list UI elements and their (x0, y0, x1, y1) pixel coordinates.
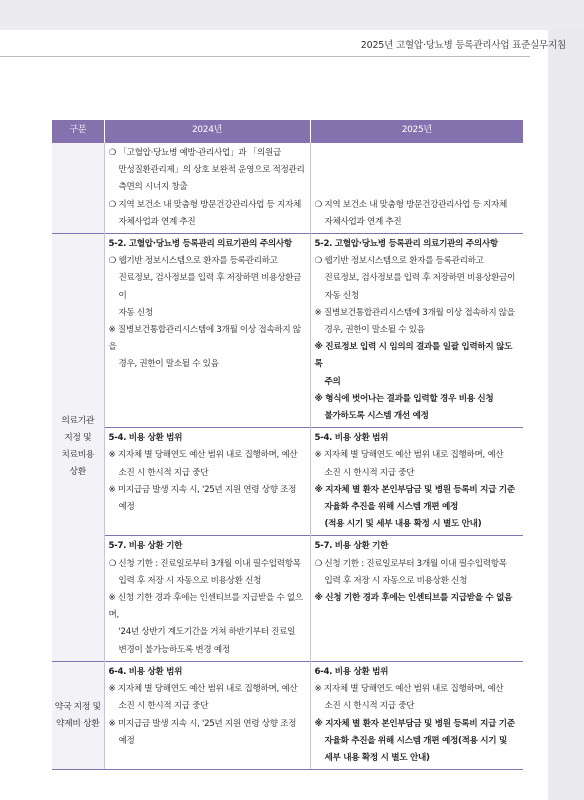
text-line-bold: ※ 신청 기한 경과 후에는 인센티브를 지급받을 수 없음 (314, 593, 513, 604)
text-line: 만성질환관리제」의 상호 보완적 운영으로 적정관리 (118, 165, 305, 176)
text-line: ❍ 웹기반 정보시스템으로 환자를 등록관리하고 (108, 256, 278, 267)
category-cell-pharmacy (52, 661, 104, 769)
cell-2024 (104, 234, 310, 428)
text-line: 소진 시 한시적 지급 중단 (118, 701, 209, 712)
section-heading: 6-4. 비용 상환 범위 (108, 666, 183, 677)
table-row (52, 143, 523, 234)
page-edge-shadow (548, 30, 584, 800)
header-2025: 2025년 (310, 120, 523, 143)
cell-2024 (104, 536, 310, 661)
category-line: 치료비용 (61, 450, 95, 461)
text-line-bold: 세부 내용 확정 시 별도 안내) (324, 752, 430, 763)
text-line: '24년 상반기 계도기간을 거쳐 하반기부터 진료일 (118, 627, 296, 638)
text-line: 예정 (118, 502, 135, 513)
text-line: ❍ 지역 보건소 내 맞춤형 방문건강관리사업 등 지자체 (314, 199, 507, 210)
text-line-bold: 자율화 추진을 위해 시스템 개편 예정 (324, 502, 458, 513)
cell-2025 (310, 234, 523, 428)
category-line: 상환 (69, 467, 86, 478)
category-cell-clinic (52, 234, 104, 662)
text-line: 입력 후 저장 시 자동으로 비용상환 신청 (118, 575, 262, 586)
text-line: 진료정보, 검사정보를 입력 후 저장하면 비용상환금이 (324, 273, 516, 284)
text-line: 측면의 시너지 창출 (118, 182, 188, 193)
text-line: 소진 시 한시적 지급 중단 (324, 467, 415, 478)
text-line: 경우, 권한이 말소될 수 있음 (324, 325, 425, 336)
section-heading: 5-2. 고혈압·당뇨병 등록관리 의료기관의 주의사항 (108, 239, 292, 250)
text-line: 예정 (118, 735, 135, 746)
header-rule (0, 56, 530, 57)
text-line: ※ 지자체 별 당해연도 예산 범위 내로 집행하며, 예산 (314, 450, 504, 461)
text-line-bold: (적용 시기 및 세부 내용 확정 시 별도 안내) (324, 519, 482, 530)
cell-2024 (104, 143, 310, 234)
text-line-bold: 주의 (324, 376, 341, 387)
text-line: 소진 시 한시적 지급 중단 (118, 467, 209, 478)
cell-2025 (310, 536, 523, 661)
text-line: ※ 질병보건통합관리시스템에 3개월 이상 접속하지 않을 (108, 325, 301, 353)
header-category: 구분 (52, 120, 104, 143)
category-line: 약제비 상환 (56, 718, 100, 729)
text-line-bold: ※ 진료정보 입력 시 임의의 결과를 일괄 입력하지 않도록 (314, 342, 513, 370)
top-background-band (0, 0, 584, 30)
cell-2025 (310, 428, 523, 536)
text-line-bold: 자율화 추진을 위해 시스템 개편 예정(적용 시기 및 (324, 735, 508, 746)
text-line: 진료정보, 검사정보를 입력 후 저장하면 비용상환금이 (118, 273, 302, 301)
text-line: ※ 질병보건통합관리시스템에 3개월 이상 접속하지 않을 (314, 307, 515, 318)
text-line: 입력 후 저장 시 자동으로 비용상환 신청 (324, 575, 468, 586)
category-line: 약국 지정 및 (54, 701, 101, 712)
cell-2024 (104, 661, 310, 769)
cell-2025 (310, 143, 523, 234)
section-heading: 6-4. 비용 상환 범위 (314, 666, 389, 677)
text-line: 자동 신청 (118, 307, 153, 318)
category-line: 지정 및 (64, 433, 92, 444)
comparison-table (52, 120, 523, 770)
text-line: 자체사업과 연계 추진 (324, 216, 402, 227)
section-heading: 5-7. 비용 상환 기한 (108, 541, 183, 552)
text-line (315, 162, 520, 179)
text-line: ※ 지자체 별 당해연도 예산 범위 내로 집행하며, 예산 (314, 684, 504, 695)
category-cell-empty (52, 143, 104, 234)
cell-2024 (104, 428, 310, 536)
table-row (52, 536, 523, 661)
section-heading: 5-2. 고혈압·당뇨병 등록관리 의료기관의 주의사항 (314, 239, 498, 250)
text-line: ※ 지자체 별 당해연도 예산 범위 내로 집행하며, 예산 (108, 684, 298, 695)
table-row (52, 661, 523, 769)
text-line: ❍ 웹기반 정보시스템으로 환자를 등록관리하고 (314, 256, 484, 267)
text-line: ❍ 신청 기한 : 진료일로부터 3개월 이내 필수입력항목 (314, 558, 507, 569)
text-line (315, 179, 520, 196)
text-line: 자체사업과 연계 추진 (118, 216, 196, 227)
section-heading: 5-4. 비용 상환 범위 (314, 433, 389, 444)
text-line: ※ 미지급금 발생 지속 시, '25년 지원 연령 상향 조정 (108, 484, 297, 495)
text-line-bold: 불가하도록 시스템 개선 예정 (324, 411, 429, 422)
text-line-bold: ※ 지자체 별 환자 본인부담금 및 병원 등록비 지급 기준 (314, 484, 515, 495)
text-line: ❍ 「고혈압·당뇨병 예방·관리사업」과 「의원급 (108, 148, 281, 158)
table-row (52, 428, 523, 536)
text-line (315, 145, 520, 162)
text-line-bold: ※ 지자체 별 환자 본인부담금 및 병원 등록비 지급 기준 (314, 718, 515, 729)
table-row (52, 234, 523, 428)
header-2024: 2024년 (104, 120, 310, 143)
text-line: ❍ 지역 보건소 내 맞춤형 방문건강관리사업 등 지자체 (108, 199, 301, 210)
section-heading: 5-4. 비용 상환 범위 (108, 433, 183, 444)
text-line: 자동 신청 (324, 290, 359, 301)
category-line: 의료기관 (61, 416, 95, 427)
text-line-bold: ※ 형식에 벗어나는 결과를 입력할 경우 비용 신청 (314, 393, 494, 404)
running-header: 2025년 고혈압·당뇨병 등록관리사업 표준실무지침 (360, 40, 566, 51)
table-header-row (52, 120, 523, 143)
text-line: ❍ 신청 기한 : 진료일로부터 3개월 이내 필수입력항목 (108, 558, 301, 569)
text-line: 경우, 권한이 말소될 수 있음 (118, 359, 219, 370)
section-heading: 5-7. 비용 상환 기한 (314, 541, 389, 552)
text-line: ※ 지자체 별 당해연도 예산 범위 내로 집행하며, 예산 (108, 450, 298, 461)
cell-2025 (310, 661, 523, 769)
text-line: 소진 시 한시적 지급 중단 (324, 701, 415, 712)
text-line: ※ 신청 기한 경과 후에는 인센티브를 지급받을 수 없으며, (108, 593, 303, 621)
text-line: 변경이 불가능하도록 변경 예정 (118, 644, 230, 655)
text-line: ※ 미지급금 발생 지속 시, '25년 지원 연령 상향 조정 (108, 718, 297, 729)
